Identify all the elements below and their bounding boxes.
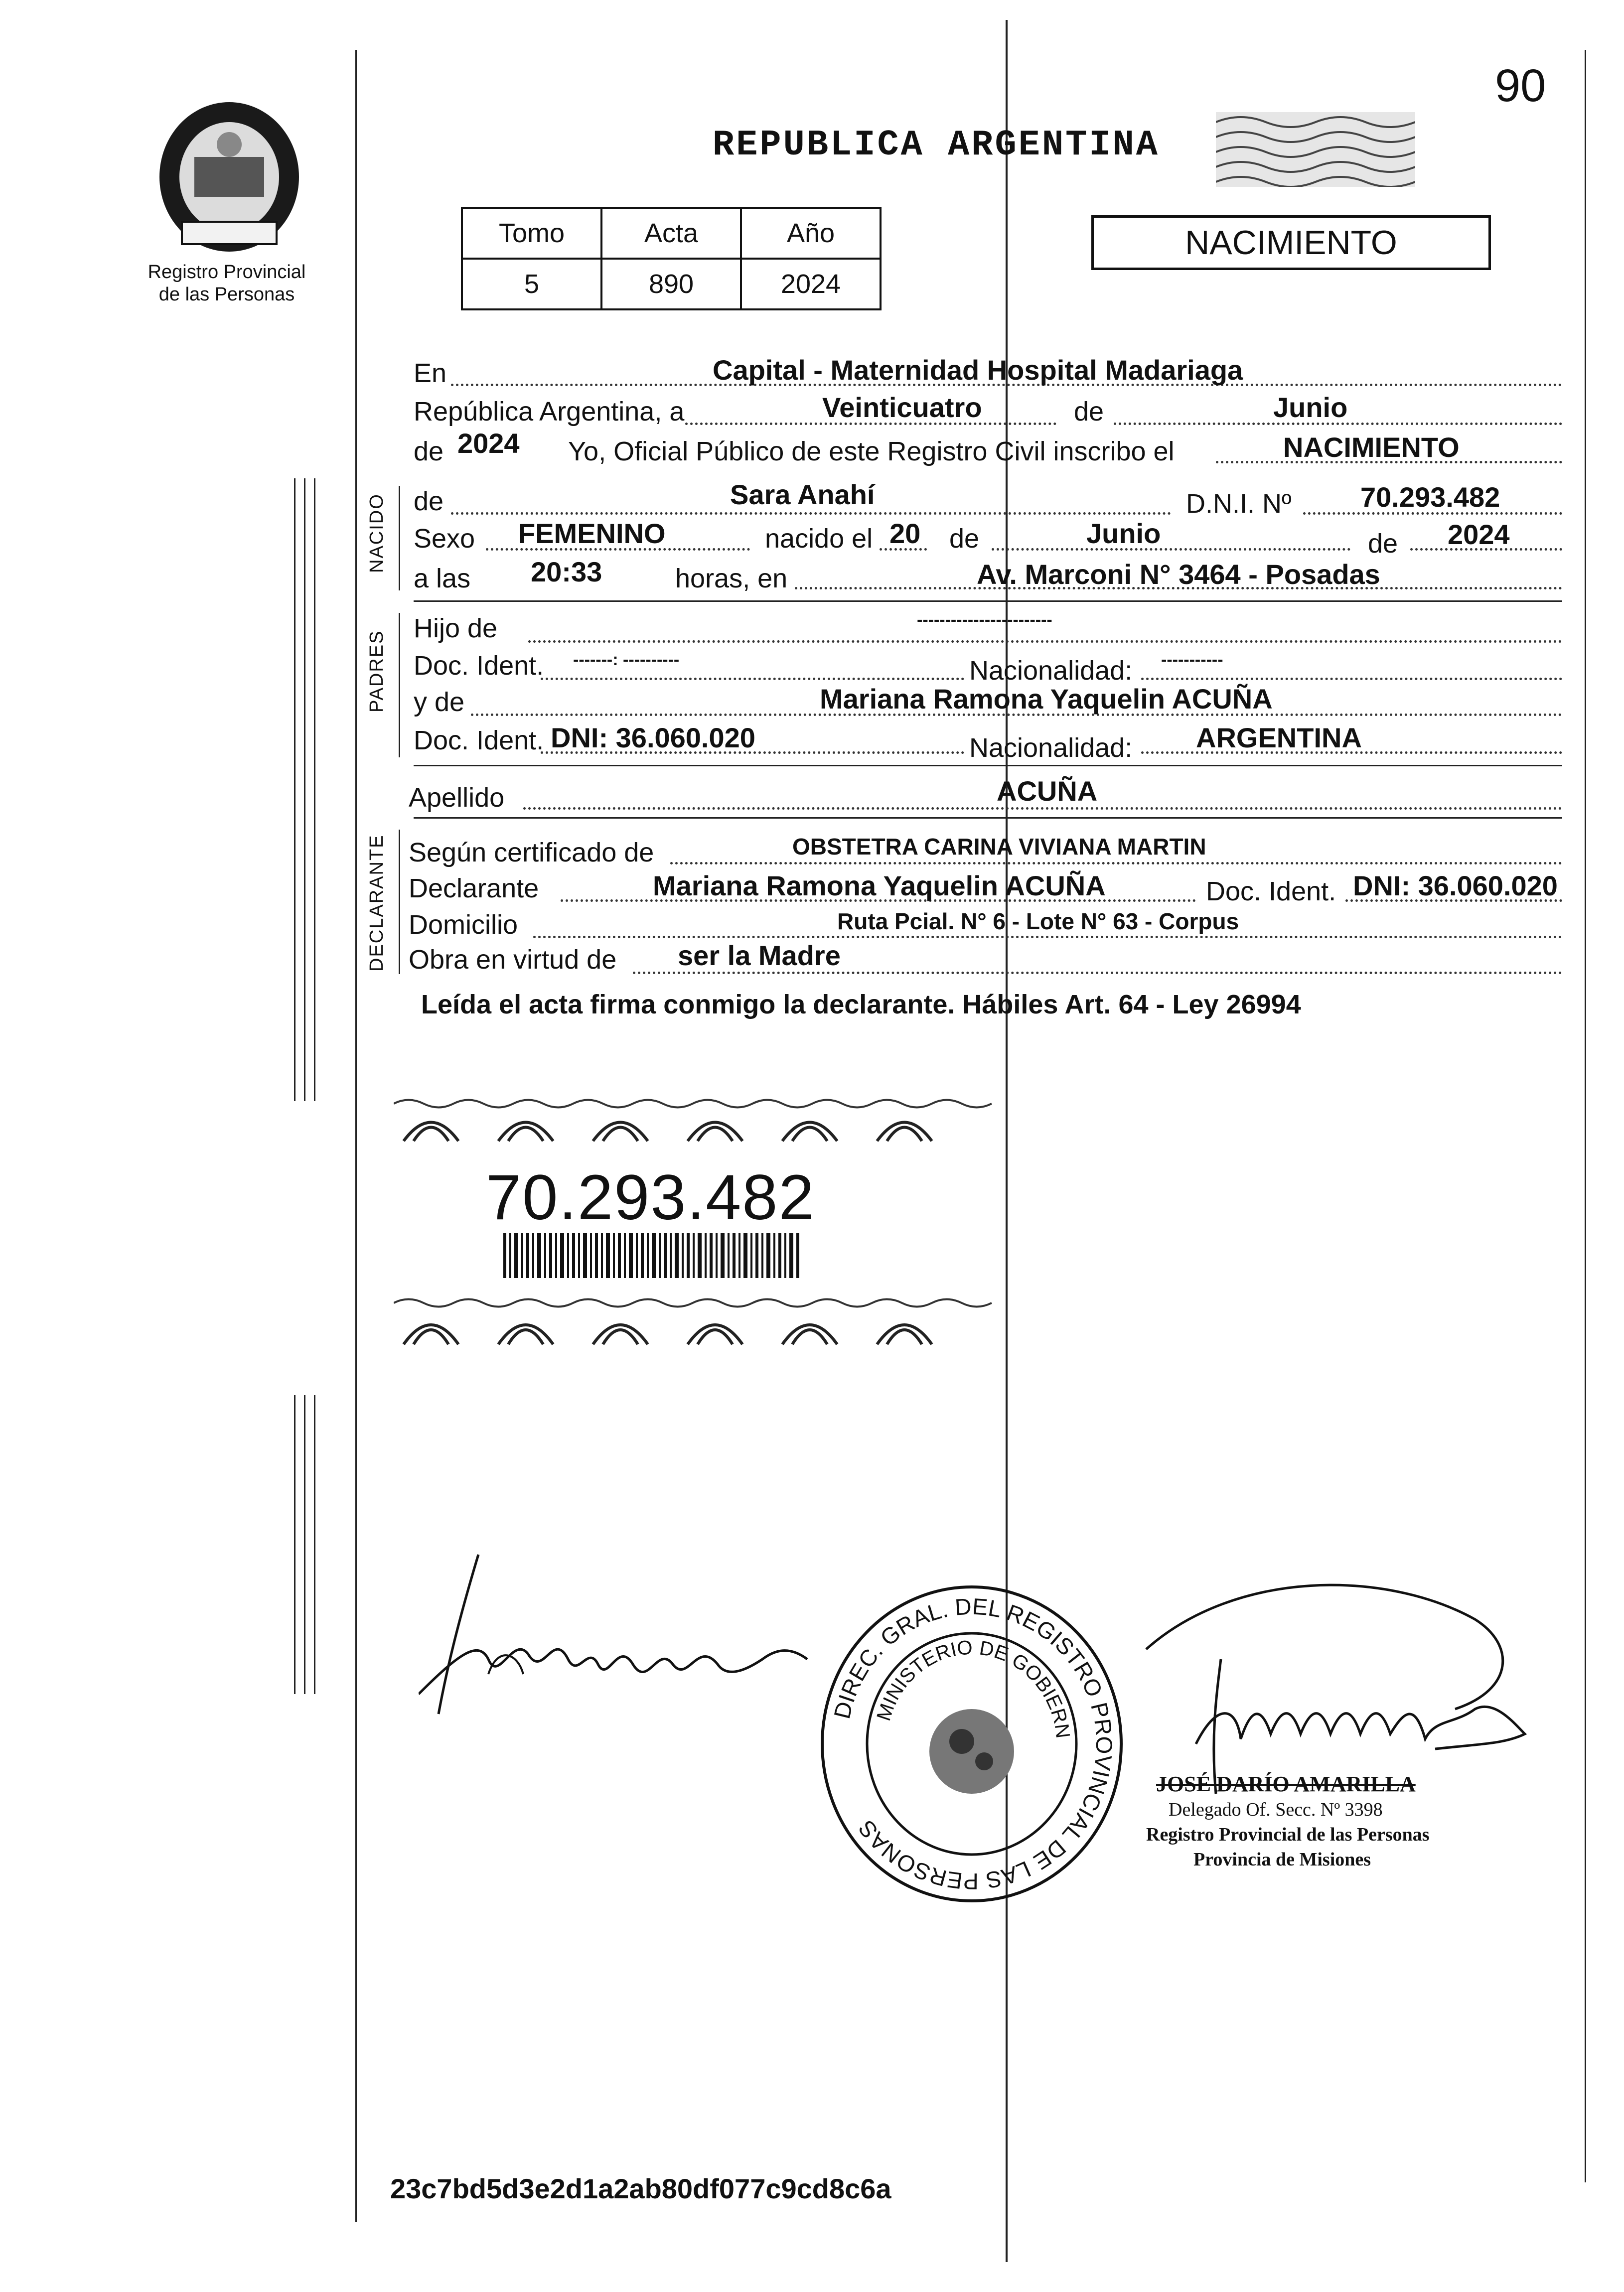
dots-nac1 [1141, 678, 1562, 680]
section-bar-declarante [399, 830, 400, 974]
page-number: 90 [1495, 60, 1546, 111]
divider-padres [414, 765, 1562, 766]
label-nac1: Nacionalidad: [969, 656, 1133, 686]
value-nacido-anio: 2024 [1448, 519, 1510, 550]
left-border-mark-3 [314, 478, 315, 1101]
value-dni: 70.293.482 [1360, 481, 1500, 513]
watermark-security-pattern [1216, 112, 1415, 187]
declarant-signature [419, 1545, 832, 1724]
label-doc1: Doc. Ident. [414, 651, 544, 681]
value-doc3: DNI: 36.060.020 [1353, 870, 1558, 901]
label-de-nacido-anio: de [1368, 529, 1398, 559]
value-acta: 890 [601, 259, 741, 309]
official-round-seal [817, 1582, 1126, 1906]
value-hora: 20:33 [531, 556, 602, 587]
dots-segun [670, 862, 1562, 864]
dots-obra [633, 972, 1562, 974]
value-month: Junio [1273, 392, 1348, 423]
section-bar-nacido [399, 486, 400, 590]
label-doc3: Doc. Ident. [1206, 876, 1336, 906]
label-de-nombre: de [414, 486, 444, 516]
value-nac2: ARGENTINA [1196, 722, 1362, 753]
official-stamp-line3: Registro Provincial de las Personas [1146, 1824, 1430, 1845]
dots-nombre [451, 512, 1171, 515]
document-hash: 23c7bd5d3e2d1a2ab80df077c9cd8c6a [390, 2173, 891, 2204]
document-title: REPUBLICA ARGENTINA [713, 125, 1160, 165]
barcode-number: 70.293.482 [486, 1162, 815, 1233]
section-bar-padres [399, 613, 400, 757]
seal-outer-text: DIREC. GRAL. DEL REGISTRO PROVINCIAL DE LAS PERSONAS [828, 1593, 1118, 1895]
value-nacido-dia: 20 [889, 518, 921, 549]
label-domicilio: Domicilio [409, 910, 518, 940]
value-year: 2024 [457, 428, 520, 459]
barcode [503, 1233, 802, 1278]
section-label-nacido: NACIDO [366, 493, 387, 573]
security-band-bottom [394, 1290, 997, 1345]
label-nacido: nacido el [765, 524, 873, 554]
value-segun: OBSTETRA CARINA VIVIANA MARTIN [792, 834, 1206, 860]
label-declarante: Declarante [409, 873, 539, 903]
label-obra: Obra en virtud de [409, 945, 617, 975]
closing-statement: Leída el acta firma conmigo la declarante. Hábiles Art. 64 - Ley 26994 [421, 990, 1301, 1019]
right-margin-line [1585, 50, 1586, 2182]
registry-table [461, 207, 882, 310]
value-domicilio: Ruta Pcial. N° 6 - Lote N° 63 - Corpus [837, 908, 1239, 934]
label-horas: horas, en [675, 564, 788, 593]
label-hijo: Hijo de [414, 613, 498, 643]
label-segun: Según certificado de [409, 838, 654, 867]
value-doc1: -------: ---------- [573, 650, 680, 669]
logo-caption-line1: Registro Provincial [148, 262, 306, 283]
label-y-de: y de [414, 687, 465, 717]
seal-inner-text: MINISTERIO DE GOBIERN [873, 1636, 1074, 1740]
left-border-mark-4 [294, 1395, 295, 1694]
dots-hijo [528, 640, 1562, 643]
official-stamp-name: JOSÉ DARÍO AMARILLA [1156, 1772, 1416, 1796]
left-border-mark-1 [294, 478, 295, 1101]
value-tomo: 5 [462, 259, 601, 309]
label-yo: Yo, Oficial Público de este Registro Civil inscribo el [568, 436, 1175, 466]
label-doc2: Doc. Ident. [414, 725, 544, 755]
divider-apellido [414, 817, 1562, 819]
value-nacido-mes: Junio [1086, 518, 1161, 549]
value-apellido: ACUÑA [997, 775, 1098, 807]
value-lugar: Av. Marconi N° 3464 - Posadas [977, 559, 1380, 590]
left-margin-line [355, 50, 357, 2222]
dots-doc1 [541, 678, 964, 680]
label-republica: República Argentina, a [414, 397, 685, 427]
section-label-declarante: DECLARANTE [366, 834, 387, 972]
divider-nacido [414, 600, 1562, 602]
label-en: En [414, 358, 447, 388]
label-apellido: Apellido [409, 783, 505, 813]
left-border-mark-2 [304, 478, 305, 1101]
act-type-box: NACIMIENTO [1091, 215, 1491, 270]
value-nombre: Sara Anahí [730, 479, 875, 510]
value-sexo: FEMENINO [518, 518, 666, 549]
value-madre: Mariana Ramona Yaquelin ACUÑA [820, 683, 1273, 715]
security-band-top [394, 1094, 997, 1144]
value-hijo: ------------------------ [917, 610, 1052, 629]
header-anio: Año [741, 208, 881, 259]
header-acta: Acta [601, 208, 741, 259]
label-de-nacido-mes: de [949, 524, 980, 554]
dots-nacido-mes [992, 548, 1350, 551]
label-de-month: de [1074, 397, 1104, 427]
dots-apellido [523, 807, 1562, 810]
left-border-mark-5 [304, 1395, 305, 1694]
label-sexo: Sexo [414, 524, 475, 554]
label-dni: D.N.I. Nº [1186, 489, 1292, 519]
value-day: Veinticuatro [822, 392, 982, 423]
section-label-padres: PADRES [366, 630, 387, 713]
value-declarante: Mariana Ramona Yaquelin ACUÑA [653, 870, 1106, 901]
value-doc2: DNI: 36.060.020 [551, 722, 755, 753]
label-nac2: Nacionalidad: [969, 733, 1133, 763]
label-a-las: a las [414, 564, 471, 593]
dots-domicilio [533, 936, 1562, 938]
official-stamp-line4: Provincia de Misiones [1193, 1849, 1371, 1870]
value-en: Capital - Maternidad Hospital Madariaga [713, 354, 1243, 386]
value-registro-tipo: NACIMIENTO [1283, 431, 1460, 463]
header-tomo: Tomo [462, 208, 601, 259]
value-nac1: ----------- [1161, 650, 1223, 669]
left-border-mark-6 [314, 1395, 315, 1694]
logo-caption-line2: de las Personas [158, 284, 295, 305]
value-anio: 2024 [741, 259, 881, 309]
label-de-year: de [414, 436, 444, 466]
misiones-shield-logo [152, 97, 306, 257]
official-stamp-line2: Delegado Of. Secc. Nº 3398 [1169, 1799, 1383, 1820]
value-obra: ser la Madre [678, 940, 841, 971]
